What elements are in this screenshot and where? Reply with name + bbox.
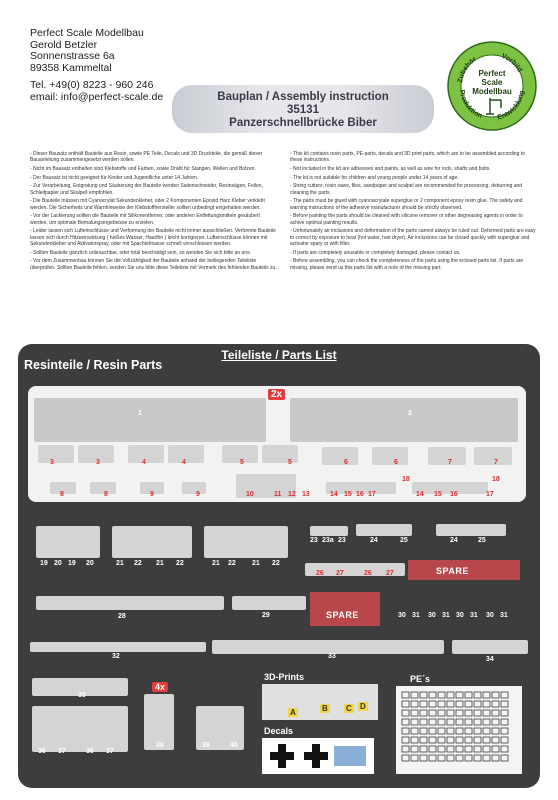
- instruction-paragraph: - Der Bausatz ist nicht geeignet für Kinder und Jugendliche unter 14 Jahren.: [30, 174, 199, 181]
- part-number: 18: [492, 476, 500, 483]
- resin-part: [38, 445, 74, 463]
- part-number: 17: [368, 491, 376, 498]
- resin-part: [236, 474, 296, 498]
- spare-label-1: SPARE: [436, 566, 469, 576]
- part-number: 31: [470, 612, 478, 619]
- part-strip-29: [232, 596, 306, 610]
- part-number: 22: [176, 560, 184, 567]
- company-person: Gerold Betzler: [30, 38, 98, 51]
- part-number: 7: [448, 459, 452, 466]
- part-number: 20: [54, 560, 62, 567]
- part-number: 15: [434, 491, 442, 498]
- cross-icons: [266, 742, 370, 770]
- resin-part: [372, 447, 408, 465]
- part-number: 32: [112, 653, 120, 660]
- pe-title: PE´s: [410, 674, 431, 684]
- pe-grid-icon: [400, 690, 518, 770]
- part-number: 20: [86, 560, 94, 567]
- logo-center-2: Scale: [481, 78, 503, 87]
- part-number: 36: [86, 748, 94, 755]
- part-number: 1: [138, 410, 142, 417]
- company-street: Sonnenstrasse 6a: [30, 50, 115, 62]
- logo-bottom-left: Produktion: [457, 89, 484, 120]
- company-name: Perfect Scale Modellbau: [30, 27, 144, 39]
- instruction-paragraph: - Die Bauteile müssen mit Cyanacrylat Sekundenkleber, oder 2 Komponenten Epoxid Harz Kleber verklebt werden. Die Sicherheits und Warnhinweise der Klebstoffhersteller sollten unbedingt eingehalten werden.: [30, 198, 265, 211]
- bridge-half-right: [290, 398, 518, 442]
- part-number: 28: [118, 613, 126, 620]
- instruction-paragraph: - Not included in the kit are adhesives and paints, as well as wire for rods, shafts and bolts.: [290, 166, 491, 172]
- company-phone: Tel. +49(0) 8223 - 960 246: [30, 79, 154, 91]
- part-number: 10: [246, 491, 254, 498]
- part-number: 21: [212, 560, 220, 567]
- part-number: 21: [252, 560, 260, 567]
- banner-title: Bauplan / Assembly instruction: [217, 91, 389, 103]
- 3d-print-letter: A: [290, 708, 296, 717]
- part-number: 18: [402, 476, 410, 483]
- part-number: 27: [336, 570, 344, 577]
- instructions-german: [30, 151, 278, 273]
- resin-part: [322, 447, 358, 465]
- instruction-paragraph: - Nicht im Bausatz enthalten sind Klebstoffe und Farben, sowie Draht für Stangen, Wellen und Bolzen.: [30, 166, 256, 172]
- 3d-print-letter: C: [346, 704, 352, 713]
- part-36-37: [32, 706, 128, 752]
- part-number: 21: [156, 560, 164, 567]
- 3d-prints-title: 3D-Prints: [264, 672, 305, 682]
- decals-title: Decals: [264, 726, 294, 736]
- part-number: 14: [330, 491, 338, 498]
- instruction-paragraph: - Vor dem Zusammenbau können Sie die Vollzähligkeit der Bauteile anhand der beiliegenden Teileliste überprüfen. Sollten Bauteile fehlen, senden Sie uns bitte diese Teileliste mit Vermerk des fehlenden Bauteils zu.: [30, 258, 277, 271]
- resin-part: [310, 526, 348, 536]
- part-strip-32: [30, 642, 206, 652]
- part-number: 30: [456, 612, 464, 619]
- part-number: 35: [78, 692, 86, 699]
- part-number: 16: [356, 491, 364, 498]
- part-number: 37: [106, 748, 114, 755]
- part-number: 12: [288, 491, 296, 498]
- part-number: 5: [240, 459, 244, 466]
- part-number: 26: [316, 570, 324, 577]
- spare-label-2: SPARE: [326, 610, 359, 620]
- part-number: 11: [274, 491, 282, 498]
- logo-top-left: Zubehör: [457, 56, 478, 84]
- instructions-english: [290, 151, 538, 273]
- part-number: 13: [302, 491, 310, 498]
- instruction-paragraph: - Before assembling, you can check the completeness of the parts using the eclosed parts list. If parts are missing, please send us this parts list with a note of the missing part.: [290, 258, 524, 271]
- part-number: 19: [68, 560, 76, 567]
- part-number: 6: [394, 459, 398, 466]
- part-number: 24: [370, 537, 378, 544]
- resin-part: [204, 526, 288, 558]
- logo-bottom-right: Entwicklung: [496, 90, 526, 122]
- instruction-paragraph: - String cutters, resin saws, files, sandpaper and scalpel are recommended for processing, deburring and cleaning the parts.: [290, 183, 523, 196]
- parts-list-title: Teileliste / Parts List: [221, 348, 337, 362]
- part-number: 16: [450, 491, 458, 498]
- part-number: 4: [182, 459, 186, 466]
- part-strip-28: [36, 596, 224, 610]
- part-number: 22: [134, 560, 142, 567]
- resin-part: [474, 447, 512, 465]
- resin-part: [262, 445, 298, 463]
- part-number: 31: [442, 612, 450, 619]
- part-strip-33: [212, 640, 444, 654]
- instruction-paragraph: - Unfortunately air inclusions and deformation of the parts cannot always be ruled out. Deformed parts are easy to correct by exposure to heat (hot water, hair dryer). Air inclusions can be closed quickly with superglue and activator spary or with filler.: [290, 228, 536, 247]
- part-number: 15: [344, 491, 352, 498]
- logo-center-1: Perfect: [478, 69, 506, 78]
- part-number: 30: [398, 612, 406, 619]
- part-number: 25: [400, 537, 408, 544]
- instruction-paragraph: - Before painting the parts should be cleaned with silicone remover or other degreasing agents in order to achive optimal painting results.: [290, 213, 523, 226]
- part-number: 31: [500, 612, 508, 619]
- resin-part: [356, 524, 412, 536]
- part-number: 24: [450, 537, 458, 544]
- part-number: 17: [486, 491, 494, 498]
- part-number: 39: [202, 742, 210, 749]
- instruction-paragraph: - Dieser Bausatz enthält Bauteile aus Resin, sowie PE Teile, Decals und 3D Druckteile, die gemäß dieser Bauanleitung zusammengesetzt werden sollen.: [30, 151, 263, 164]
- part-number: 6: [344, 459, 348, 466]
- resin-part: [168, 445, 204, 463]
- title-banner: [172, 85, 434, 133]
- part-number: 19: [40, 560, 48, 567]
- part-number: 2: [408, 410, 412, 417]
- part-number: 5: [288, 459, 292, 466]
- banner-subtitle: Panzerschnellbrücke Biber: [229, 117, 377, 129]
- company-address: [30, 28, 144, 74]
- instruction-paragraph: - Sollten Bauteile gänzlich unbrauchbar, oder total beschädigt sein, so wenden Sie sich bitte an uns.: [30, 249, 251, 256]
- instruction-paragraph: - The kit is not suitable for children and young people under 14 years of age.: [290, 174, 459, 181]
- resin-part: [428, 447, 466, 465]
- part-number: 9: [196, 491, 200, 498]
- multiplier-2x-badge: 2x: [268, 389, 285, 400]
- part-number: 38: [156, 742, 164, 749]
- instruction-paragraph: - If parts are completely unusable or completely damaged, please contact us.: [290, 249, 461, 256]
- part-number: 3: [96, 459, 100, 466]
- company-email[interactable]: email: info@perfect-scale.de: [30, 90, 164, 103]
- bridge-half-left: [34, 398, 266, 442]
- resin-part: [182, 482, 206, 494]
- logo-center-3: Modellbau: [472, 87, 512, 96]
- part-number: 4: [142, 459, 146, 466]
- part-number: 27: [386, 570, 394, 577]
- part-number: 9: [150, 491, 154, 498]
- spare-box-2: [310, 592, 380, 626]
- part-number: 30: [486, 612, 494, 619]
- part-number: 8: [60, 491, 64, 498]
- company-contact: [30, 80, 163, 103]
- logo-top-right: Vorbild: [500, 52, 524, 74]
- multiplier-4x-badge: 4x: [152, 682, 168, 692]
- part-number: 31: [412, 612, 420, 619]
- 3d-print-letter: B: [322, 704, 328, 713]
- 3d-print-letter: D: [360, 702, 366, 711]
- part-number: 22: [228, 560, 236, 567]
- part-number: 8: [104, 491, 108, 498]
- instruction-paragraph: - Vor der Lackierung sollten die Bauteile mit Silikonentferner, oder anderen Entfettungsmitteln gesäubert werden, um optimale Bemalungsergebnisse zu erzielen.: [30, 213, 260, 226]
- part-number: 7: [494, 459, 498, 466]
- part-number: 22: [272, 560, 280, 567]
- part-number: 14: [416, 491, 424, 498]
- resin-part: [36, 526, 100, 558]
- part-number: 40: [230, 742, 238, 749]
- part-number: 36: [38, 748, 46, 755]
- instruction-paragraph: - Leider lassen sich Lufteinschlüsse und Verformung der Bauteile nicht immer ausschließen. Verformte Bauteile lassen sich durch Hitzeeinwirkung ( heißes Wasser, Haarfön ) leicht korrigieren. Lufteinschlüsse können mit Sekundenkleber und Aktivatorspray, oder mit Spachtelmasse schnell verschlossen werden.: [30, 228, 276, 247]
- resin-part: [90, 482, 116, 494]
- company-logo: [446, 28, 538, 143]
- instruction-paragraph: - Zur Verarbeitung, Entgratung und Säuberung der Bauteile werden Saitenschneider, Resinsägen, Feilen, Schleifpapier und Skalpell empfohlen.: [30, 183, 263, 196]
- part-number: 34: [486, 656, 494, 663]
- resin-part: [112, 526, 192, 558]
- resin-parts-title: Resinteile / Resin Parts: [24, 358, 163, 372]
- part-number: 30: [428, 612, 436, 619]
- part-number: 37: [58, 748, 66, 755]
- resin-part: [128, 445, 164, 463]
- resin-part: [436, 524, 506, 536]
- part-strip-34: [452, 640, 528, 654]
- part-number: 3: [50, 459, 54, 466]
- part-number: 23: [338, 537, 346, 544]
- part-number: 25: [478, 537, 486, 544]
- part-number: 23: [310, 537, 318, 544]
- part-number: 29: [262, 612, 270, 619]
- part-number: 26: [364, 570, 372, 577]
- part-number: 33: [328, 653, 336, 660]
- part-number: 21: [116, 560, 124, 567]
- instruction-paragraph: - This kit contains resin parts, PE-parts, decals and 3D print parts, which are to be assembled according to these instructions.: [290, 151, 526, 164]
- part-number: 23a: [322, 537, 334, 544]
- instruction-paragraph: - The parts must be glued with cyanoacrylate superglue or 2 component epoxy resin glue. The safety and warning instructions of the adhesive manufacturer should be strictly observed.: [290, 198, 523, 211]
- company-city: 89358 Kammeltal: [30, 61, 112, 74]
- banner-number: 35131: [287, 104, 319, 116]
